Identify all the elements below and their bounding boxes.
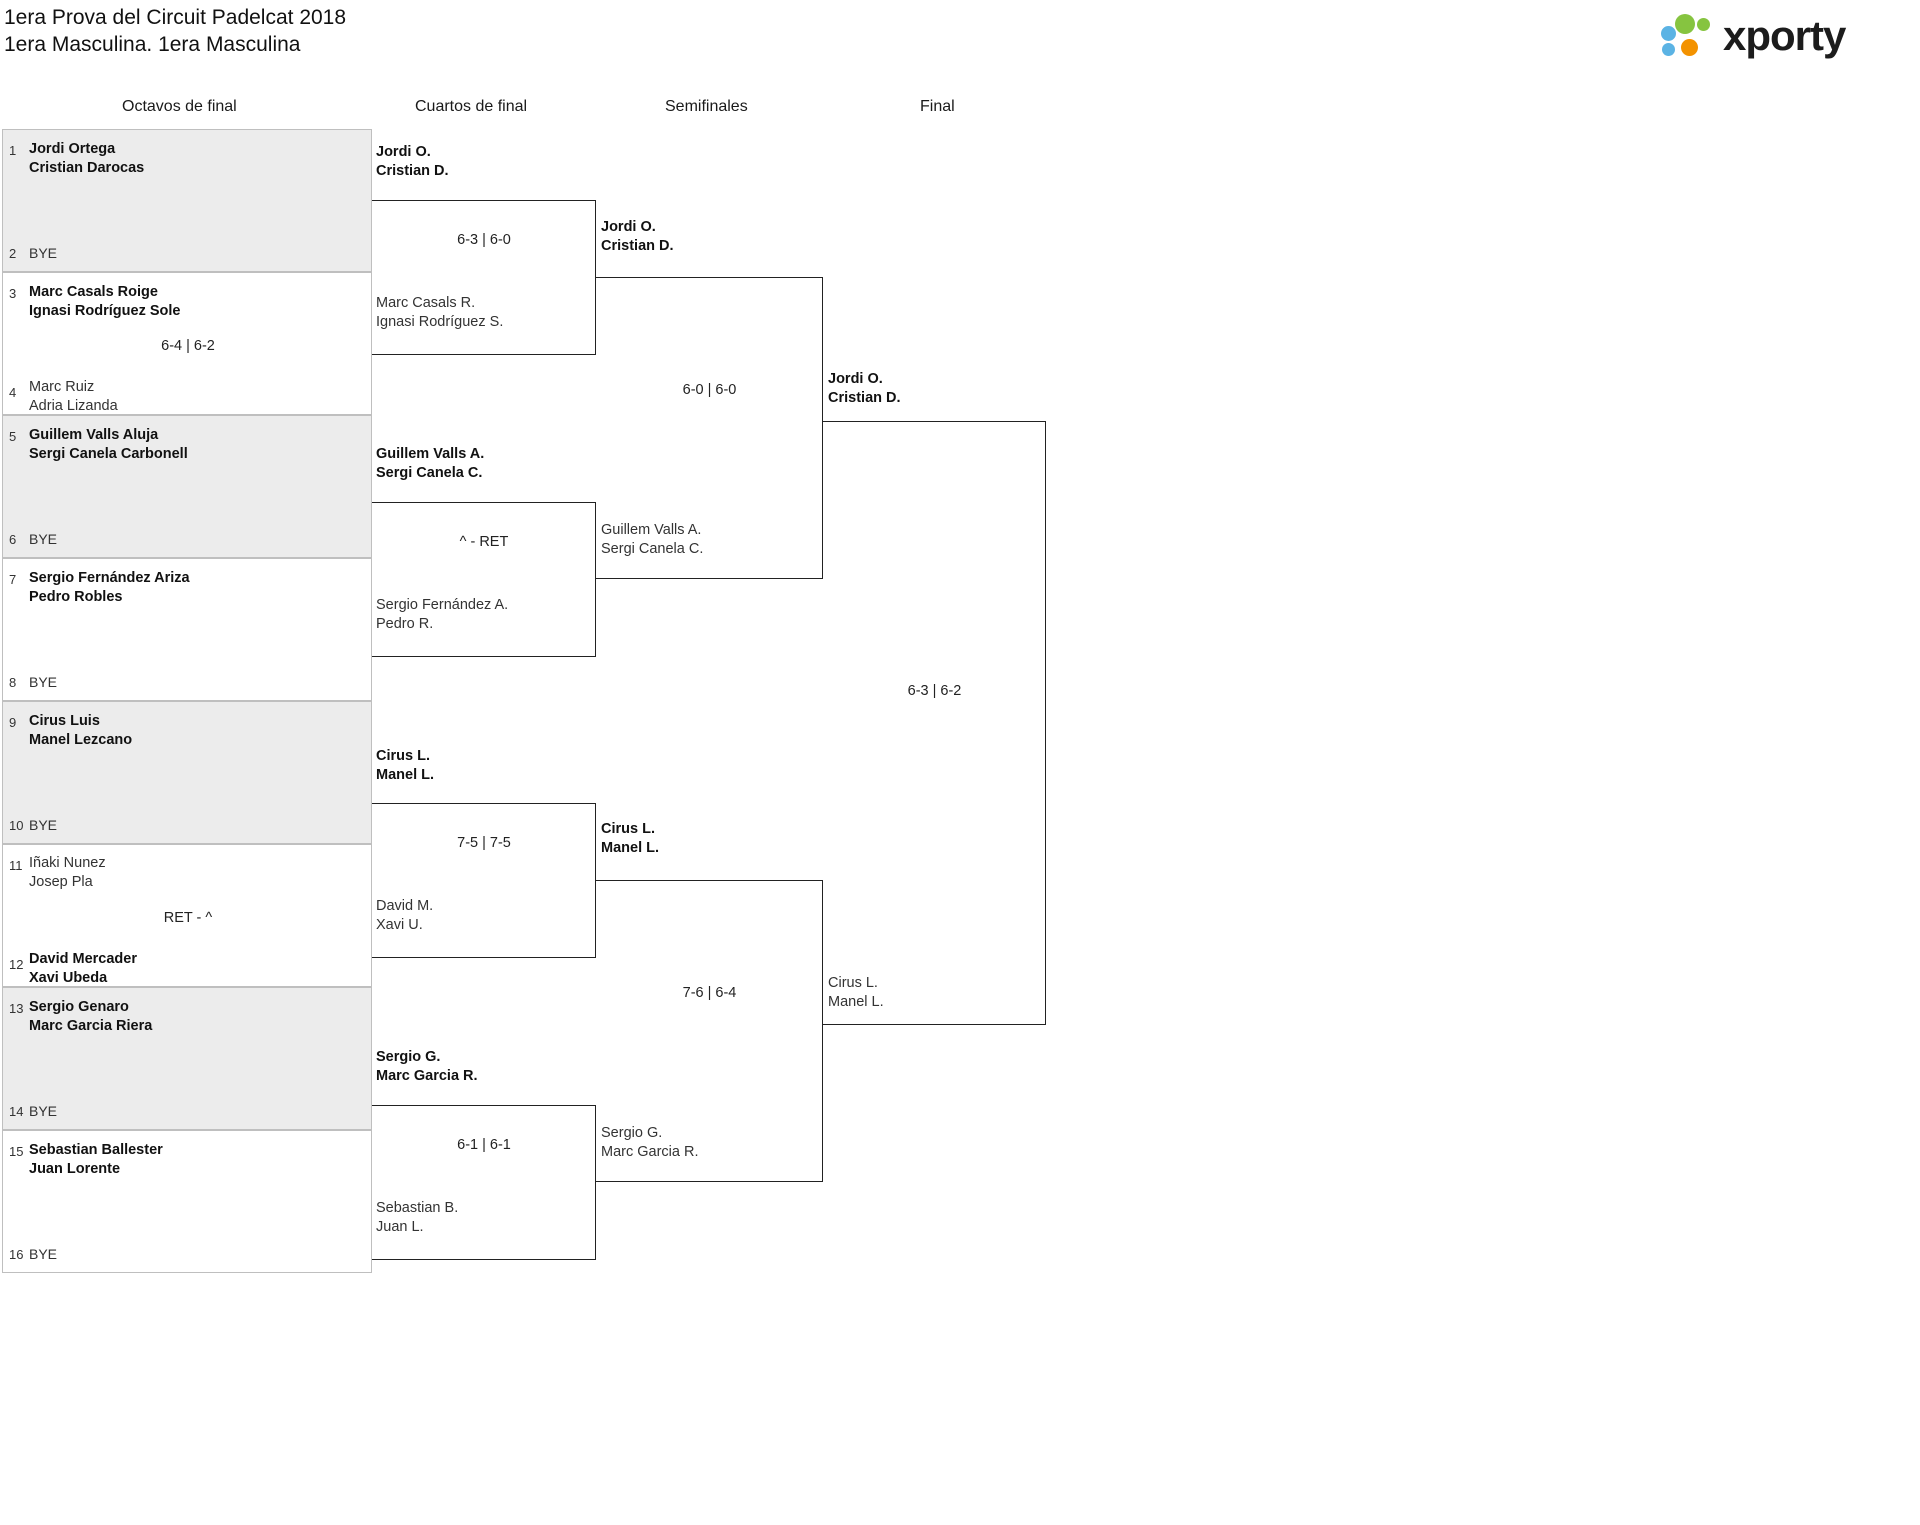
player-name: Manel L. bbox=[828, 994, 884, 1010]
logo-wordmark: xporty bbox=[1723, 12, 1846, 59]
seed-number: 3 bbox=[9, 286, 17, 301]
seed-number: 12 bbox=[9, 957, 24, 972]
player-name: Marc Garcia Riera bbox=[29, 1018, 153, 1034]
seed-number: 8 bbox=[9, 675, 17, 690]
page-header bbox=[0, 0, 1920, 70]
player-name: Manel L. bbox=[601, 840, 660, 856]
player-name: Marc Ruiz bbox=[29, 379, 95, 395]
seed-number: 4 bbox=[9, 385, 17, 400]
player-name: Jordi O. bbox=[601, 219, 656, 235]
match-score: RET - ^ bbox=[163, 910, 213, 926]
seed-number: 14 bbox=[9, 1104, 24, 1119]
seed-number: 15 bbox=[9, 1144, 24, 1159]
player-name: Sergi Canela C. bbox=[601, 541, 704, 557]
match-score: 7-5 | 7-5 bbox=[457, 835, 511, 851]
xporty-logo bbox=[1661, 8, 1906, 62]
seed-number: 11 bbox=[9, 858, 23, 873]
player-name: Iñaki Nunez bbox=[29, 855, 106, 871]
seed-number: 2 bbox=[9, 246, 17, 261]
round-header-octavos: Octavos de final bbox=[122, 98, 237, 115]
round-header-final: Final bbox=[920, 98, 955, 115]
r1-match-3[interactable] bbox=[2, 415, 372, 558]
player-name: Xavi U. bbox=[376, 917, 423, 933]
player-name: Sebastian Ballester bbox=[29, 1142, 163, 1158]
bye-label: BYE bbox=[29, 531, 58, 547]
match-score: 6-3 | 6-2 bbox=[907, 683, 962, 699]
player-name: Cristian D. bbox=[828, 390, 901, 406]
match-score: 7-6 | 6-4 bbox=[682, 985, 737, 1001]
r1-match-8[interactable] bbox=[2, 1130, 372, 1273]
r4-final-bracket[interactable] bbox=[823, 421, 1046, 1025]
bye-label: BYE bbox=[29, 1103, 58, 1119]
match-score: 6-1 | 6-1 bbox=[457, 1137, 511, 1153]
player-name: Jordi Ortega bbox=[29, 141, 116, 157]
player-name: Jordi O. bbox=[376, 144, 431, 160]
tournament-title: 1era Prova del Circuit Padelcat 2018 bbox=[4, 6, 347, 29]
r1-match-7[interactable] bbox=[2, 987, 372, 1130]
player-name: Marc Garcia R. bbox=[376, 1068, 478, 1084]
player-name: Cristian D. bbox=[601, 238, 674, 254]
player-name: Manel L. bbox=[376, 767, 435, 783]
player-name: Juan Lorente bbox=[29, 1161, 121, 1177]
bye-label: BYE bbox=[29, 1246, 58, 1262]
title-block bbox=[4, 4, 346, 58]
match-score: ^ - RET bbox=[459, 534, 509, 550]
player-name: Ignasi Rodríguez Sole bbox=[29, 303, 181, 319]
player-name: Marc Casals R. bbox=[376, 295, 476, 311]
player-name: Pedro R. bbox=[376, 616, 434, 632]
bye-label: BYE bbox=[29, 245, 58, 261]
seed-number: 13 bbox=[9, 1001, 24, 1016]
r1-match-5[interactable] bbox=[2, 701, 372, 844]
bye-label: BYE bbox=[29, 674, 58, 690]
player-name: Pedro Robles bbox=[29, 589, 123, 605]
player-name: Sergi Canela Carbonell bbox=[29, 446, 188, 462]
bye-label: BYE bbox=[29, 817, 58, 833]
player-name: Xavi Ubeda bbox=[29, 970, 108, 986]
seed-number: 1 bbox=[9, 143, 17, 158]
r1-match-4[interactable] bbox=[2, 558, 372, 701]
seed-number: 6 bbox=[9, 532, 17, 547]
player-name: Cirus L. bbox=[376, 748, 430, 764]
player-name: Sergio G. bbox=[601, 1125, 663, 1141]
player-name: Cirus L. bbox=[828, 975, 878, 991]
player-name: David Mercader bbox=[29, 951, 137, 967]
player-name: Manel Lezcano bbox=[29, 732, 133, 748]
player-name: Adria Lizanda bbox=[29, 398, 118, 414]
match-score: 6-0 | 6-0 bbox=[682, 382, 737, 398]
seed-number: 16 bbox=[9, 1247, 24, 1262]
seed-number: 7 bbox=[9, 572, 17, 587]
player-name: Sergi Canela C. bbox=[376, 465, 483, 481]
player-name: Jordi O. bbox=[828, 371, 883, 387]
player-name: Sergio Fernández Ariza bbox=[29, 570, 190, 586]
player-name: Cristian Darocas bbox=[29, 160, 145, 176]
player-name: Juan L. bbox=[376, 1219, 424, 1235]
player-name: Marc Garcia R. bbox=[601, 1144, 699, 1160]
logo-dots-icon bbox=[1661, 14, 1723, 58]
round-header-semifinales: Semifinales bbox=[665, 98, 748, 115]
player-name: Cristian D. bbox=[376, 163, 449, 179]
r1-match-1[interactable] bbox=[2, 129, 372, 272]
tournament-subtitle: 1era Masculina. 1era Masculina bbox=[4, 33, 301, 56]
player-name: Guillem Valls A. bbox=[376, 446, 485, 462]
round-header-cuartos: Cuartos de final bbox=[415, 98, 528, 115]
player-name: Sebastian B. bbox=[376, 1200, 459, 1216]
player-name: Sergio G. bbox=[376, 1049, 441, 1065]
player-name: Marc Casals Roige bbox=[29, 284, 158, 300]
player-name: Sergio Fernández A. bbox=[376, 597, 509, 613]
player-name: Sergio Genaro bbox=[29, 999, 129, 1015]
match-score: 6-3 | 6-0 bbox=[457, 232, 511, 248]
player-name: Josep Pla bbox=[29, 874, 93, 890]
seed-number: 10 bbox=[9, 818, 24, 833]
r1-match-6[interactable] bbox=[2, 844, 372, 987]
player-name: David M. bbox=[376, 898, 434, 914]
player-name: Cirus Luis bbox=[29, 713, 100, 729]
r1-match-2[interactable] bbox=[2, 272, 372, 415]
player-name: Cirus L. bbox=[601, 821, 655, 837]
player-name: Guillem Valls A. bbox=[601, 522, 702, 538]
player-name: Ignasi Rodríguez S. bbox=[376, 314, 504, 330]
match-score: 6-4 | 6-2 bbox=[161, 338, 215, 354]
player-name: Guillem Valls Aluja bbox=[29, 427, 159, 443]
seed-number: 9 bbox=[9, 715, 17, 730]
seed-number: 5 bbox=[9, 429, 17, 444]
